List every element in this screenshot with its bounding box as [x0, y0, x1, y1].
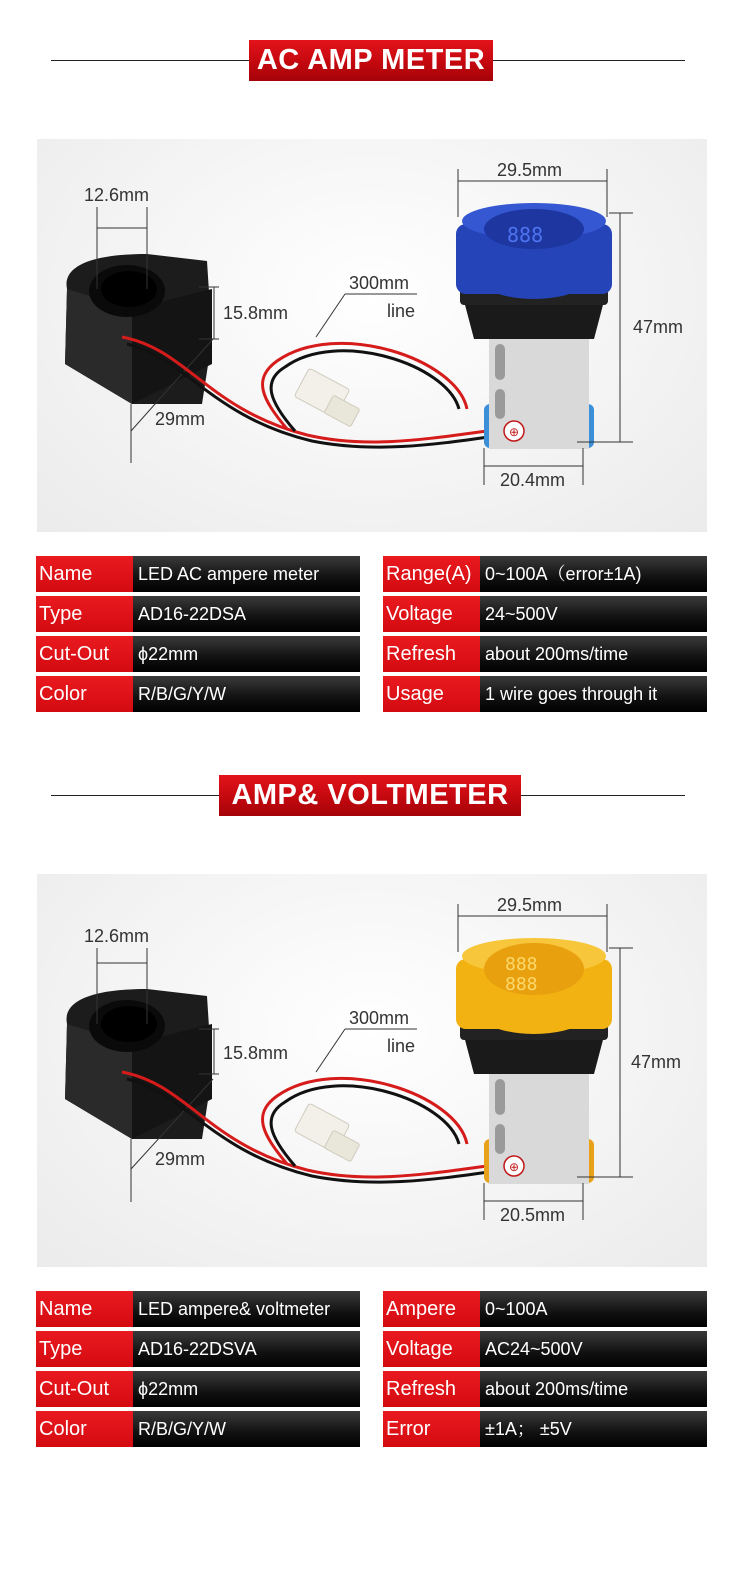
spec-row: [36, 1411, 360, 1447]
spec-value: ±1A； ±5V: [480, 1411, 707, 1447]
spec-key: Color: [36, 676, 133, 712]
svg-text:⊕: ⊕: [509, 425, 520, 439]
dim-ct-height: 15.8mm: [223, 303, 289, 323]
spec-key: Color: [36, 1411, 133, 1447]
spec-value: AC24~500V: [480, 1331, 707, 1367]
spec-value: LED ampere& voltmeter: [133, 1291, 360, 1327]
spec-key: Usage: [383, 676, 480, 712]
spec-value: about 200ms/time: [480, 636, 707, 672]
dim-wire-length: 300mm: [349, 273, 410, 293]
spec-key: Type: [36, 596, 133, 632]
wire-connector: [294, 1103, 360, 1162]
spec-value: 24~500V: [480, 596, 707, 632]
product-photo: [37, 874, 707, 1267]
spec-row: [383, 556, 707, 592]
spec-key: Refresh: [383, 636, 480, 672]
spec-row: [383, 1291, 707, 1327]
spec-key: Name: [36, 556, 133, 592]
spec-row: [383, 596, 707, 632]
spec-key: Name: [36, 1291, 133, 1327]
dimension-diagram: [37, 139, 707, 532]
spec-value: ϕ22mm: [133, 636, 360, 672]
spec-row: [36, 1371, 360, 1407]
spec-value: about 200ms/time: [480, 1371, 707, 1407]
spec-key: Refresh: [383, 1371, 480, 1407]
spec-row: [383, 636, 707, 672]
spec-key: Cut-Out: [36, 1371, 133, 1407]
dim-wire-label: line: [387, 1036, 416, 1056]
dim-ct-hole: 12.6mm: [84, 926, 150, 946]
meter-body: [456, 203, 612, 449]
current-transformer: [65, 989, 212, 1139]
wire-connector: [294, 368, 360, 427]
dim-ct-depth: 29mm: [155, 1149, 206, 1169]
section-amp-voltmeter: [0, 735, 750, 1495]
section-title: AC AMP METER: [249, 40, 493, 81]
dim-wire-length: 300mm: [349, 1008, 410, 1028]
spec-row: [383, 1371, 707, 1407]
svg-text:⊕: ⊕: [509, 1160, 520, 1174]
dim-top-width: 29.5mm: [497, 895, 563, 915]
spec-row: [383, 1331, 707, 1367]
spec-table-right: [383, 556, 707, 716]
spec-key: Cut-Out: [36, 636, 133, 672]
spec-key: Type: [36, 1331, 133, 1367]
spec-row: [36, 1331, 360, 1367]
spec-table-left: [36, 1291, 360, 1451]
spec-row: [36, 596, 360, 632]
spec-value: R/B/G/Y/W: [133, 1411, 360, 1447]
spec-row: [36, 1291, 360, 1327]
spec-value: 0~100A（error±1A): [480, 556, 707, 592]
spec-value: 1 wire goes through it: [480, 676, 707, 712]
spec-value: LED AC ampere meter: [133, 556, 360, 592]
dimension-diagram: [37, 874, 707, 1267]
spec-row: [36, 556, 360, 592]
spec-key: Voltage: [383, 596, 480, 632]
dim-ct-hole: 12.6mm: [84, 185, 150, 205]
dim-top-width: 29.5mm: [497, 160, 563, 180]
spec-key: Range(A): [383, 556, 480, 592]
header-rule-right: [493, 60, 685, 61]
header-rule-left: [51, 60, 249, 61]
spec-value: AD16-22DSA: [133, 596, 360, 632]
current-transformer: [65, 254, 212, 404]
svg-text:888: 888: [505, 954, 538, 975]
svg-text:888: 888: [505, 974, 538, 995]
svg-text:888: 888: [507, 223, 544, 247]
spec-value: R/B/G/Y/W: [133, 676, 360, 712]
meter-body: [456, 938, 612, 1184]
spec-key: Voltage: [383, 1331, 480, 1367]
section-ac-amp-meter: [0, 0, 750, 735]
dim-bottom-width: 20.4mm: [500, 470, 566, 490]
spec-row: [383, 676, 707, 712]
spec-value: 0~100A: [480, 1291, 707, 1327]
dim-height: 47mm: [633, 317, 684, 337]
dim-wire-label: line: [387, 301, 416, 321]
section-title: AMP& VOLTMETER: [219, 775, 521, 816]
spec-table-right: [383, 1291, 707, 1451]
dim-bottom-width: 20.5mm: [500, 1205, 566, 1225]
spec-table-left: [36, 556, 360, 716]
dim-ct-depth: 29mm: [155, 409, 206, 429]
spec-value: AD16-22DSVA: [133, 1331, 360, 1367]
spec-row: [36, 636, 360, 672]
header-rule-right: [521, 795, 685, 796]
dim-ct-height: 15.8mm: [223, 1043, 289, 1063]
spec-key: Ampere: [383, 1291, 480, 1327]
spec-row: [36, 676, 360, 712]
dim-height: 47mm: [631, 1052, 682, 1072]
header-rule-left: [51, 795, 219, 796]
spec-value: ϕ22mm: [133, 1371, 360, 1407]
spec-key: Error: [383, 1411, 480, 1447]
product-photo: [37, 139, 707, 532]
spec-row: [383, 1411, 707, 1447]
